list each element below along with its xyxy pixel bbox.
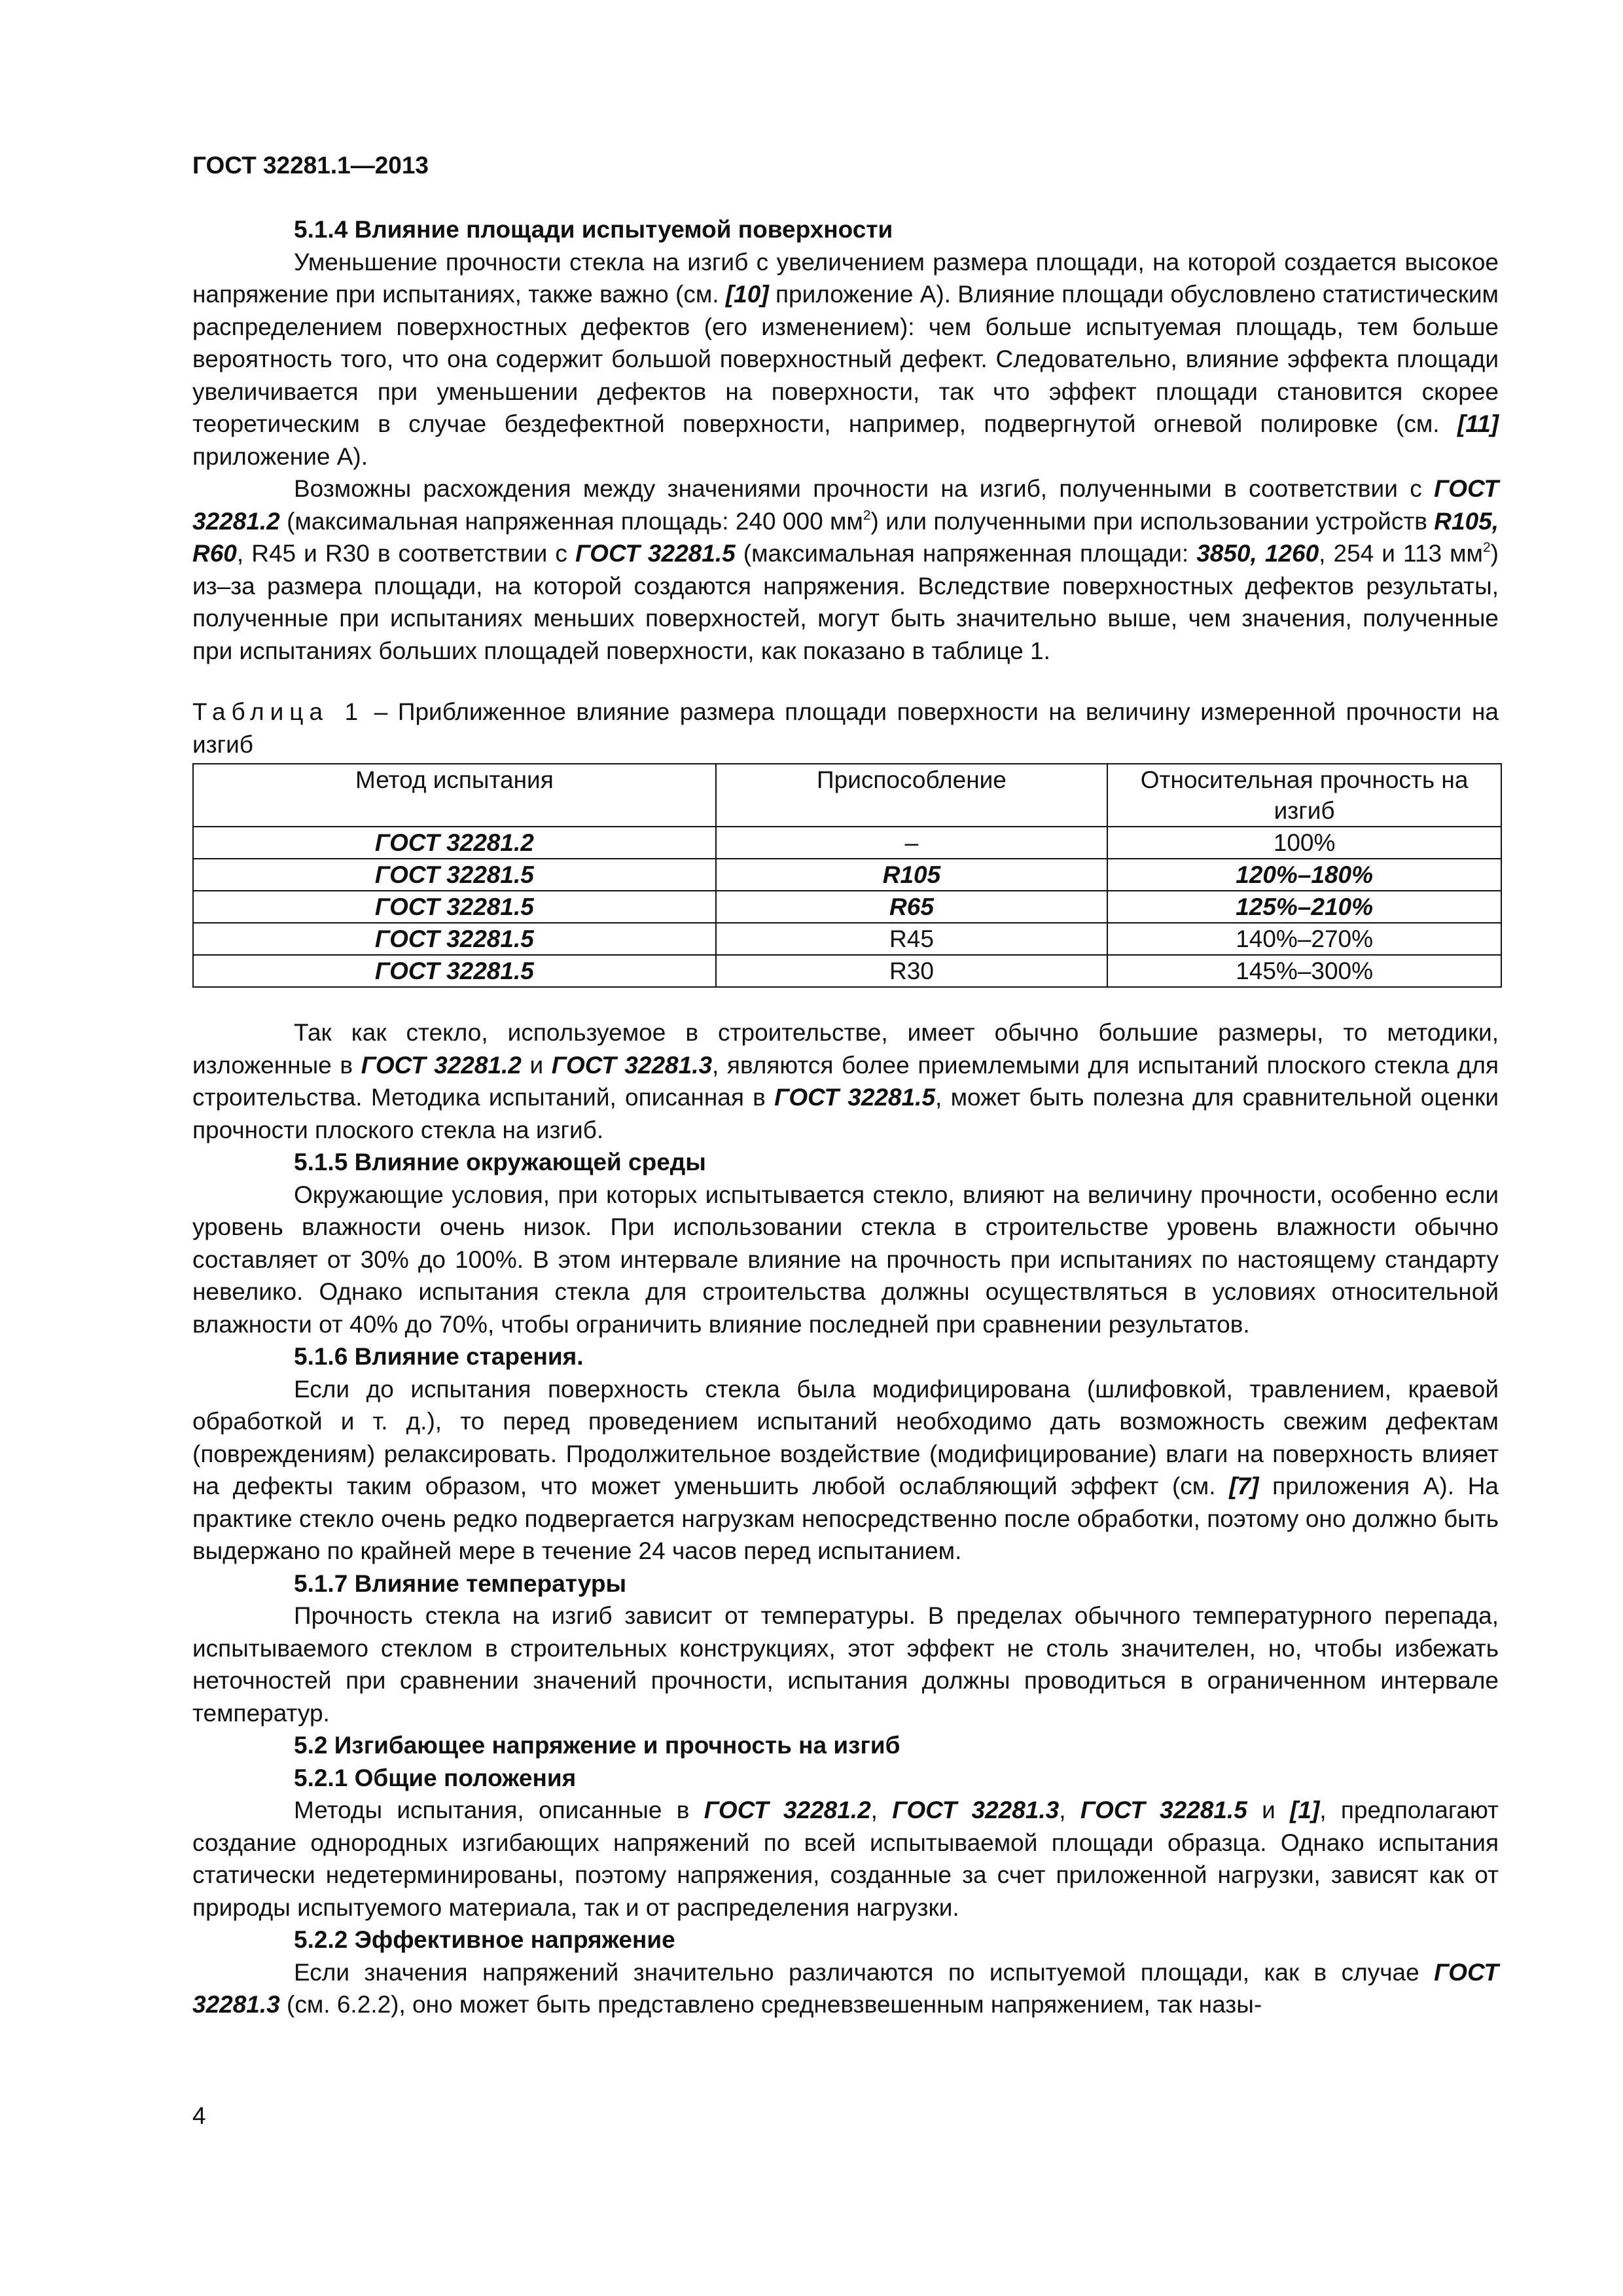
table-cell-device: R30 [716, 955, 1108, 987]
standard-reference: ГОСТ 32281.2 [192, 475, 1499, 535]
column-header: Приспособление [716, 764, 1108, 827]
table-cell-device: – [716, 827, 1108, 859]
table-cell-strength: 120%–180% [1107, 859, 1501, 891]
table-header-row [193, 764, 1501, 827]
heading-5-2-2: 5.2.2 Эффективное напряжение [294, 1926, 675, 1953]
column-header: Относительная прочность на изгиб [1107, 764, 1501, 827]
paragraph-aging: Если до испытания поверхность стекла была модифицирована (шлифовкой, травлением, краевой обработкой и т. д.), то перед проведением испытаний необходимо дать возможность свежим дефектам (повреждениям) релаксировать. Продолжительное воздействие (модифицирование) влаги на поверхность влияет на дефекты таким образом, что может уменьшить любой ослабляющий эффект (см. [7] приложения А). На практике стекло очень редко подвергается нагрузкам непосредственно после обработки, поэтому оно должно быть выдержано по крайней мере в течение 24 часов перед испытанием. [192, 1375, 1499, 1564]
table-cell-method: ГОСТ 32281.5 [193, 923, 716, 955]
standard-reference: ГОСТ 32281.5 [774, 1084, 936, 1111]
table-cell-device: R45 [716, 923, 1108, 955]
table-caption-text: – Приближенное влияние размера площади поверхности на величину измеренной прочности на изгиб [192, 698, 1499, 758]
table-cell-strength: 140%–270% [1107, 923, 1501, 955]
standard-reference: ГОСТ 32281.3 [192, 1958, 1499, 2018]
table-cell-device: R105 [716, 859, 1108, 891]
table-row [193, 923, 1501, 955]
heading-5-1-4: 5.1.4 Влияние площади испытуемой поверхности [294, 216, 893, 243]
paragraph-general: Методы испытания, описанные в ГОСТ 32281.2, ГОСТ 32281.3, ГОСТ 32281.5 и [1], предполагают создание однородных изгибающих напряжений по всей испытываемой площади образца. Однако испытания статически недетерминированы, поэтому напряжения, созданные за счет приложенной нагрузки, зависят как от природы испытуемого материала, так и от распределения нагрузки. [192, 1797, 1499, 1921]
table-1 [192, 763, 1502, 988]
table-cell-method: ГОСТ 32281.5 [193, 955, 716, 987]
table-caption-label: Таблица 1 [192, 698, 365, 725]
document-header: ГОСТ 32281.1—2013 [192, 152, 429, 179]
reference-1: [1] [1290, 1797, 1320, 1823]
heading-5-2: 5.2 Изгибающее напряжение и прочность на изгиб [294, 1732, 901, 1759]
superscript: 2 [863, 507, 871, 523]
table-caption [192, 696, 1499, 761]
table-row [193, 827, 1501, 859]
standard-reference: ГОСТ 32281.3 [892, 1797, 1060, 1823]
standard-reference: ГОСТ 32281.2 [704, 1797, 871, 1823]
paragraph-methods-suitability: Так как стекло, используемое в строительстве, имеет обычно большие размеры, то методики, изложенные в ГОСТ 32281.2 и ГОСТ 32281.3, являются более приемлемыми для испытаний плоского стекла для строительства. Методика испытаний, описанная в ГОСТ 32281.5, может быть полезна для сравнительной оценки прочности плоского стекла на изгиб. [192, 1019, 1499, 1143]
table-cell-method: ГОСТ 32281.2 [193, 827, 716, 859]
reference-7: [7] [1229, 1473, 1259, 1499]
paragraph-environment: Окружающие условия, при которых испытывается стекло, влияют на величину прочности, особенно если уровень влажности очень низок. При использовании стекла в строительстве уровень влажности обычно составляет от 30% до 100%. В этом интервале влияние на прочность при испытаниях по настоящему стандарту невелико. Однако испытания стекла для строительства должны осуществляться в условиях относительной влажности от 40% до 70%, чтобы ограничить влияние последней при сравнении результатов. [192, 1181, 1499, 1338]
page-number: 4 [192, 2102, 206, 2129]
table-cell-strength: 100% [1107, 827, 1501, 859]
document-body [192, 213, 1499, 2021]
table-cell-method: ГОСТ 32281.5 [193, 859, 716, 891]
paragraph-temperature: Прочность стекла на изгиб зависит от температуры. В пределах обычного температурного перепада, испытываемого стеклом в строительных конструкциях, этот эффект не столь значителен, но, чтобы избежать неточностей при сравнении значений прочности, испытания должны проводиться в ограниченном интервале температур. [192, 1602, 1499, 1727]
heading-5-1-5: 5.1.5 Влияние окружающей среды [294, 1149, 706, 1175]
standard-reference: ГОСТ 32281.5 [1080, 1797, 1247, 1823]
reference-11: [11] [1457, 410, 1499, 437]
table-row [193, 891, 1501, 923]
column-header: Метод испытания [193, 764, 716, 827]
table-row [193, 955, 1501, 987]
standard-reference: ГОСТ 32281.5 [575, 540, 736, 567]
table-cell-strength: 125%–210% [1107, 891, 1501, 923]
table-row [193, 859, 1501, 891]
standard-reference: ГОСТ 32281.2 [361, 1051, 522, 1079]
paragraph-effective-stress: Если значения напряжений значительно различаются по испытуемой площади, как в случае ГОСТ 32281.3 (см. 6.2.2), оно может быть представлено средневзвешенным напряжением, так назы- [192, 1958, 1499, 2018]
area-values: 3850, 1260 [1196, 540, 1319, 567]
heading-5-1-7: 5.1.7 Влияние температуры [294, 1570, 627, 1597]
heading-5-2-1: 5.2.1 Общие положения [294, 1764, 577, 1791]
reference-10: [10] [725, 281, 769, 308]
device-reference: R105, R60 [192, 507, 1499, 567]
standard-reference: ГОСТ 32281.3 [551, 1051, 713, 1079]
table-cell-method: ГОСТ 32281.5 [193, 891, 716, 923]
paragraph-discrepancies: Возможны расхождения между значениями прочности на изгиб, полученными в соответствии с ГОСТ 32281.2 (максимальная напряженная площадь: 240 000 $мм^2$) или полученными при использовании устройств R105, R60, R45 и R30 в соответствии с ГОСТ 32281.5 (максимальная напряженная площади: 3850, 1260, 254 и 113 $мм^2$) из–за размера площади, на которой создаются напряжения. Вследствие поверхностных дефектов результаты, полученные при испытаниях меньших поверхностей, могут быть значительно выше, чем значения, полученные при испытаниях больших площадей поверхности, как показано в таблице 1. [192, 475, 1499, 664]
table-cell-strength: 145%–300% [1107, 955, 1501, 987]
table-cell-device: R65 [716, 891, 1108, 923]
heading-5-1-6: 5.1.6 Влияние старения. [294, 1343, 584, 1370]
superscript: 2 [1482, 540, 1491, 555]
paragraph-area-effect: Уменьшение прочности стекла на изгиб с увеличением размера площади, на которой создается высокое напряжение при испытаниях, также важно (см. [10] приложение А). Влияние площади обусловлено статистическим распределением поверхностных дефектов (его изменением): чем больше испытуемая площадь, тем больше вероятность того, что она содержит большой поверхностный дефект. Следовательно, влияние эффекта площади увеличивается при уменьшении дефектов на поверхности, так что эффект площади становится скорее теоретическим в случае бездефектной поверхности, например, подвергнутой огневой полировке (см. [11] приложение А). [192, 248, 1499, 470]
